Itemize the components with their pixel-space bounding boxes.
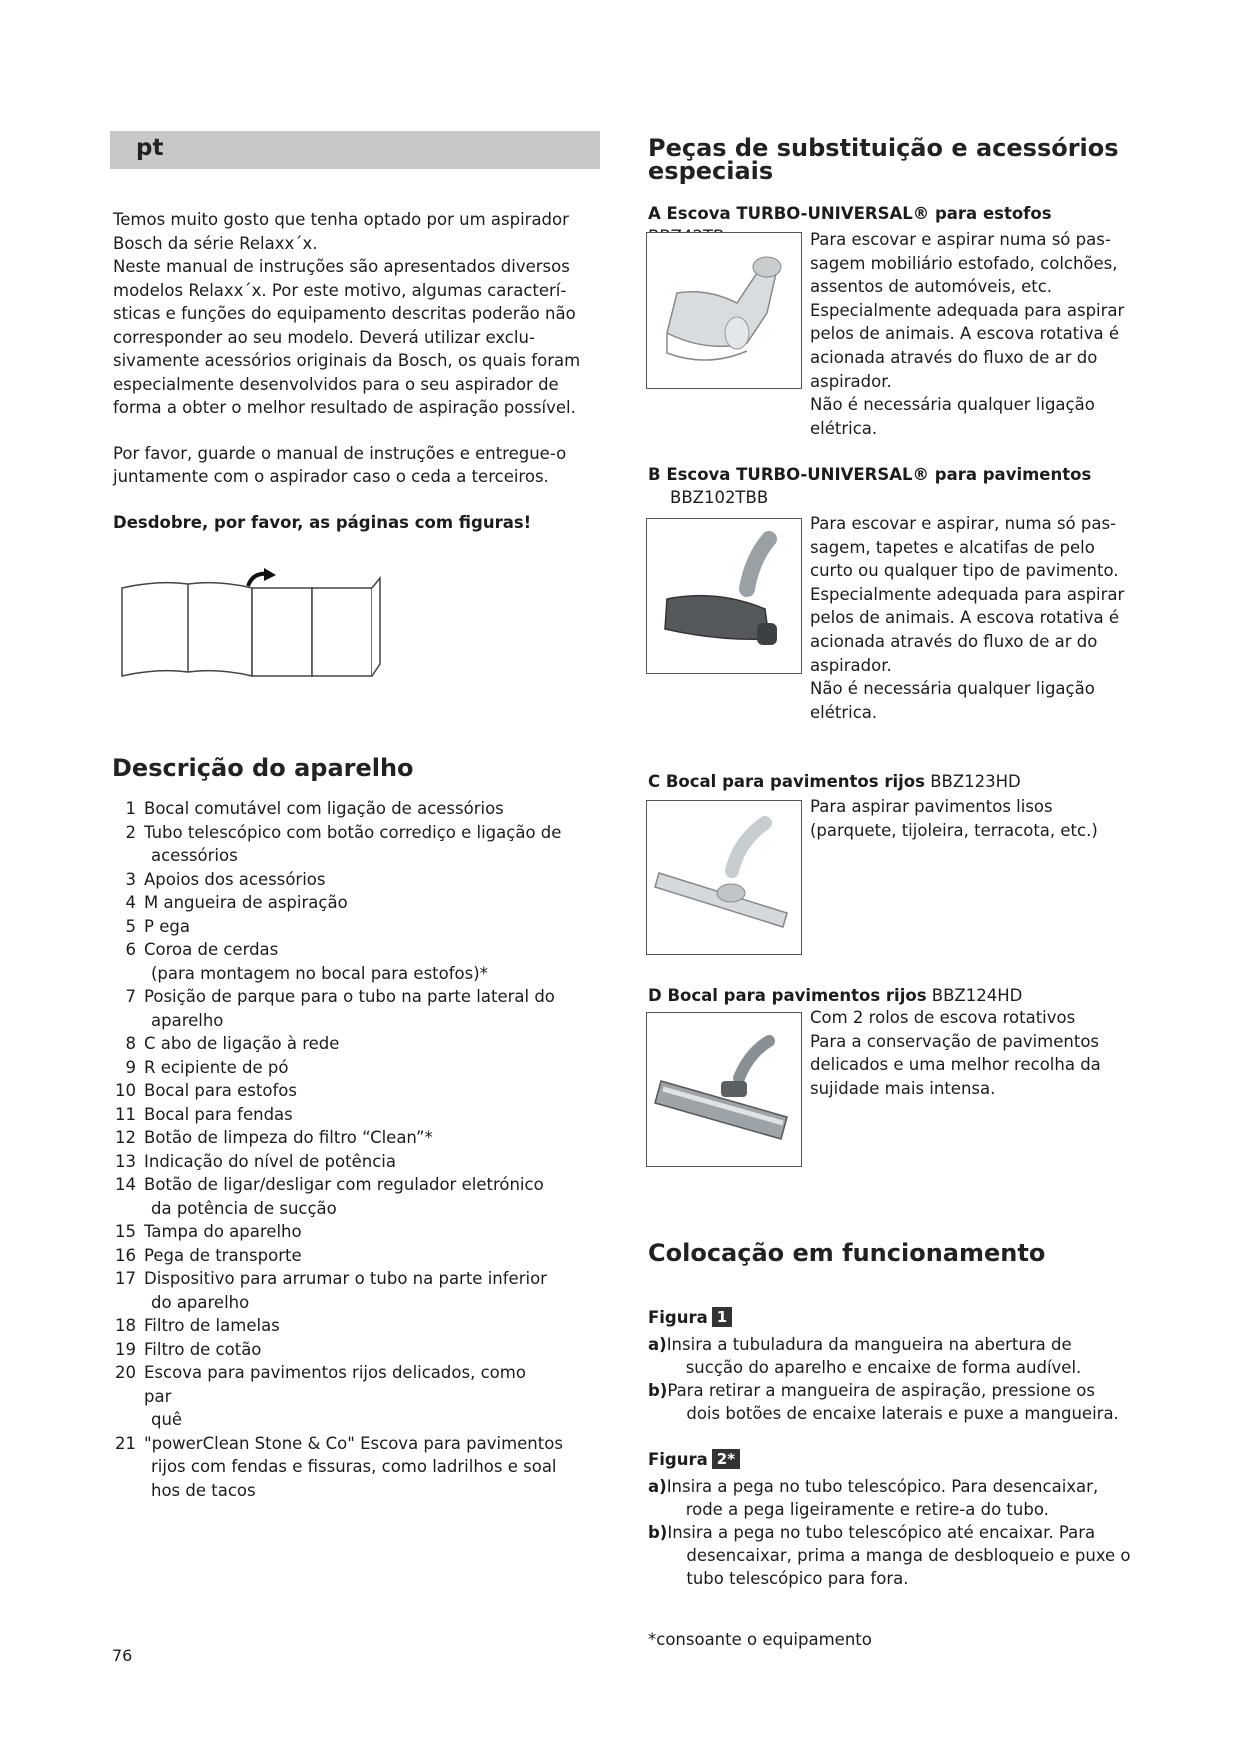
description-item: [110, 797, 610, 821]
description-item: [110, 1173, 610, 1220]
description-item-line: Botão de limpeza do filtro “Clean”*: [144, 1128, 433, 1147]
step-line: Insira a pega no tubo telescópico. Para desencaixar,: [666, 1477, 1099, 1496]
description-item-text: [136, 1079, 297, 1103]
description-item-text: [136, 1432, 563, 1503]
description-item-number: 13: [115, 1151, 136, 1171]
footnote: *consoante o equipamento: [648, 1630, 872, 1649]
description-item-text: [136, 821, 561, 868]
figure-1-badge: 1: [712, 1307, 732, 1327]
floor-turbo-brush-icon: [647, 519, 801, 673]
description-item: [110, 891, 610, 915]
description-item-text: [136, 1244, 302, 1268]
description-item-text: [136, 1220, 302, 1244]
accessory-a-description: [810, 228, 1140, 440]
description-item-text: [136, 1338, 261, 1362]
description-item-line: P ega: [144, 916, 190, 936]
description-item-line: M angueira de aspiração: [144, 893, 348, 912]
step-line: sucção do aparelho e encaixe de forma audível.: [685, 1358, 1082, 1377]
accessory-a-label: A Escova TURBO-UNIVERSAL® para estofos: [648, 204, 1052, 223]
figure-2-steps: [648, 1475, 1148, 1590]
description-item: [110, 1056, 610, 1080]
intro-paragraph-1: Temos muito gosto que tenha optado por um aspirador Bosch da série Relaxx´x.: [113, 210, 569, 253]
description-item-line: Coroa de cerdas: [144, 940, 279, 959]
step-line: desencaixar, prima a manga de desbloqueio e puxe o: [686, 1546, 1131, 1565]
description-item-number: 17: [115, 1269, 136, 1288]
figure-2-step-a: [648, 1475, 1148, 1521]
accessory-d-text2: Para a conservação de pavimentos delicados e uma melhor recolha da sujidade mais intensa.: [810, 1031, 1101, 1098]
accessories-title-line2: especiais: [648, 157, 774, 185]
description-item-number: 5: [125, 916, 136, 936]
description-item-continuation: da potência de sucção: [151, 1198, 337, 1218]
description-item-continuation: aparelho: [151, 1010, 224, 1030]
description-item: [110, 1432, 610, 1503]
accessory-b-image: [646, 518, 802, 674]
description-item-line: C abo de ligação à rede: [144, 1034, 340, 1053]
description-item-number: 19: [115, 1339, 136, 1359]
description-item-number: 20: [115, 1363, 136, 1382]
description-item: [110, 1079, 610, 1103]
description-item-line: Bocal para estofos: [144, 1081, 297, 1100]
description-item: [110, 1244, 610, 1268]
description-item-number: 4: [125, 893, 136, 912]
accessory-c-code: BBZ123HD: [930, 772, 1021, 791]
step-line: rode a pega ligeiramente e retire-a do tubo.: [685, 1500, 1049, 1519]
description-item-text: [136, 1361, 559, 1432]
step-key: a): [648, 1477, 667, 1496]
description-item: [110, 1126, 610, 1150]
description-item-line: R ecipiente de pó: [144, 1057, 289, 1077]
accessory-c-heading: [648, 770, 1138, 793]
description-item-line: Filtro de lamelas: [144, 1316, 280, 1335]
unfold-notice: Desdobre, por favor, as páginas com figuras!: [113, 512, 532, 532]
description-item-line: Bocal para fendas: [144, 1104, 293, 1124]
step-line: tubo telescópico para fora.: [686, 1569, 909, 1588]
description-item-continuation: hos de tacos: [151, 1480, 256, 1500]
description-item: [110, 915, 610, 939]
figure-1-text: Figura: [648, 1308, 708, 1327]
description-item-line: Bocal comutável com ligação de acessórios: [144, 799, 504, 818]
description-item: [110, 1150, 610, 1174]
description-item-continuation: rijos com fendas e fissuras, como ladrilhos e soal: [151, 1457, 557, 1476]
accessory-b-text2: Especialmente adequada para aspirar pelos de animais. A escova rotativa é acionada através do fluxo de ar do aspirador.: [810, 584, 1125, 675]
language-bar: [110, 131, 600, 169]
figure-1-steps: [648, 1333, 1148, 1425]
description-item-text: [136, 868, 325, 892]
description-item-text: [136, 797, 504, 821]
accessory-b-code: BBZ102TBB: [670, 488, 769, 507]
description-item: [110, 938, 610, 985]
figure-1-label: [648, 1306, 732, 1329]
description-item: [110, 1338, 610, 1362]
description-item-line: Posição de parque para o tubo na parte lateral do: [144, 987, 555, 1006]
description-item-number: 3: [125, 869, 136, 889]
accessory-b-heading: [648, 463, 1138, 509]
description-item-continuation: do aparelho: [151, 1292, 250, 1312]
description-item-number: 8: [125, 1034, 136, 1053]
figure-1-step-b: [648, 1379, 1148, 1425]
description-list: [110, 797, 610, 1502]
description-item-text: [136, 915, 190, 939]
description-item-line: Indicação do nível de potência: [144, 1151, 396, 1171]
description-item-number: 18: [115, 1316, 136, 1335]
description-item-number: 12: [115, 1128, 136, 1147]
description-item-number: 15: [115, 1222, 136, 1241]
description-item-text: [136, 1103, 293, 1127]
description-item: [110, 985, 610, 1032]
foldout-pages-icon: [118, 568, 393, 686]
description-item-text: [136, 938, 488, 985]
description-item-line: Escova para pavimentos rijos delicados, como par: [144, 1363, 526, 1406]
intro-section: [113, 208, 603, 556]
accessory-d-description: [810, 1006, 1140, 1100]
description-item-line: Tampa do aparelho: [144, 1222, 302, 1241]
accessory-d-heading: [648, 984, 1138, 1007]
accessory-d-text: Com 2 rolos de escova rotativos: [810, 1008, 1076, 1027]
accessory-b-label: B Escova TURBO-UNIVERSAL® para pavimentos: [648, 465, 1092, 484]
description-item: [110, 868, 610, 892]
accessory-a-image: [646, 232, 802, 389]
description-item-number: 16: [115, 1245, 136, 1265]
description-item: [110, 1361, 610, 1432]
accessory-d-image: [646, 1012, 802, 1167]
description-item-text: [136, 891, 348, 915]
accessories-title-line1: Peças de substituição e acessórios: [648, 134, 1119, 162]
description-item: [110, 1032, 610, 1056]
figure-1-step-a: [648, 1333, 1148, 1379]
description-item: [110, 1267, 610, 1314]
description-item-line: Filtro de cotão: [144, 1339, 262, 1359]
description-item-number: 9: [125, 1057, 136, 1077]
description-item-line: Tubo telescópico com botão corrediço e ligação de: [144, 822, 562, 842]
description-item-number: 14: [115, 1175, 136, 1194]
description-item-line: Pega de transporte: [144, 1245, 302, 1265]
step-key: b): [648, 1523, 668, 1542]
step-key: b): [648, 1381, 668, 1400]
accessories-title: [648, 136, 1119, 184]
description-item-text: [136, 1150, 396, 1174]
description-item-text: [136, 1314, 280, 1338]
accessory-b-description: [810, 512, 1140, 724]
description-item-text: [136, 1173, 544, 1220]
description-item-number: 7: [125, 987, 136, 1006]
operation-title: Colocação em funcionamento: [648, 1239, 1046, 1267]
step-line: Insira a tubuladura da mangueira na abertura de: [666, 1335, 1072, 1354]
intro-paragraph-3: Por favor, guarde o manual de instruções e entregue-o juntamente com o aspirador caso o ceda a terceiros.: [113, 443, 567, 486]
accessory-c-label: C Bocal para pavimentos rijos: [648, 772, 925, 791]
intro-paragraph-2: Neste manual de instruções são apresentados diversos modelos Relaxx´x. Por este motivo, algumas características e funções do equipamento descritas poderão não corresponder ao seu modelo. Deverá utilizar exclusivamente acessórios originais da Bosch, os quais foram especialmente desenvolvidos para o seu aspirador de forma a obter o melhor resultado de aspiração possível.: [113, 257, 581, 417]
step-key: a): [648, 1335, 667, 1354]
accessory-b-note: Não é necessária qualquer ligação elétrica.: [810, 679, 1095, 722]
description-item-continuation: acessórios: [151, 846, 238, 865]
rotating-brush-nozzle-icon: [647, 1013, 801, 1166]
description-item-number: 1: [125, 799, 136, 818]
description-item-continuation: (para montagem no bocal para estofos)*: [151, 963, 488, 983]
accessory-b-text: Para escovar e aspirar, numa só passagem, tapetes e alcatifas de pelo curto ou qualquer tipo de pavimento.: [810, 514, 1119, 581]
foldout-illustration: [118, 568, 393, 690]
description-item-text: [136, 1056, 289, 1080]
description-item-text: [136, 985, 555, 1032]
accessory-d-label: D Bocal para pavimentos rijos: [648, 986, 927, 1005]
description-item-continuation: quê: [151, 1410, 183, 1429]
description-item-number: 6: [125, 940, 136, 959]
accessory-c-image: [646, 800, 802, 955]
page-number: 76: [112, 1646, 133, 1665]
description-item-text: [136, 1126, 433, 1150]
description-item-number: 11: [115, 1104, 136, 1124]
figure-2-label: [648, 1448, 740, 1471]
description-item-text: [136, 1032, 339, 1056]
figure-2-step-b: [648, 1521, 1148, 1590]
accessory-a-text: Para escovar e aspirar numa só passagem mobiliário estofado, colchões, assentos de automóveis, etc. Especialmente adequada para aspirar pelos de animais. A escova rotativa é acionada através do fluxo de ar do aspirador.: [810, 230, 1125, 391]
step-line: dois botões de encaixe laterais e puxe a mangueira.: [686, 1404, 1119, 1423]
description-item: [110, 1314, 610, 1338]
accessory-d-code: BBZ124HD: [931, 986, 1023, 1005]
figure-2-badge: 2*: [712, 1449, 740, 1469]
description-item-line: "powerClean Stone & Co" Escova para pavimentos: [144, 1433, 563, 1453]
description-item-line: Dispositivo para arrumar o tubo na parte inferior: [144, 1269, 547, 1288]
description-item: [110, 1103, 610, 1127]
step-line: Para retirar a mangueira de aspiração, pressione os: [667, 1381, 1095, 1400]
accessory-a-note: Não é necessária qualquer ligação elétrica.: [810, 395, 1095, 438]
description-item-number: 10: [115, 1081, 136, 1100]
description-item-text: [136, 1267, 547, 1314]
accessory-c-text: Para aspirar pavimentos lisos (parquete, tijoleira, terracota, etc.): [810, 797, 1098, 840]
description-title: Descrição do aparelho: [112, 754, 414, 782]
hard-floor-nozzle-icon: [647, 801, 801, 954]
description-item: [110, 821, 610, 868]
description-item: [110, 1220, 610, 1244]
language-label: pt: [136, 135, 164, 161]
description-item-number: 2: [125, 822, 136, 842]
step-line: Insira a pega no tubo telescópico até encaixar. Para: [667, 1523, 1096, 1542]
accessory-c-description: [810, 795, 1140, 842]
description-item-number: 21: [115, 1433, 136, 1453]
figure-2-text: Figura: [648, 1450, 708, 1469]
description-item-line: Botão de ligar/desligar com regulador eletrónico: [144, 1175, 544, 1194]
upholstery-turbo-brush-icon: [647, 233, 801, 388]
description-item-line: Apoios dos acessórios: [144, 869, 326, 889]
